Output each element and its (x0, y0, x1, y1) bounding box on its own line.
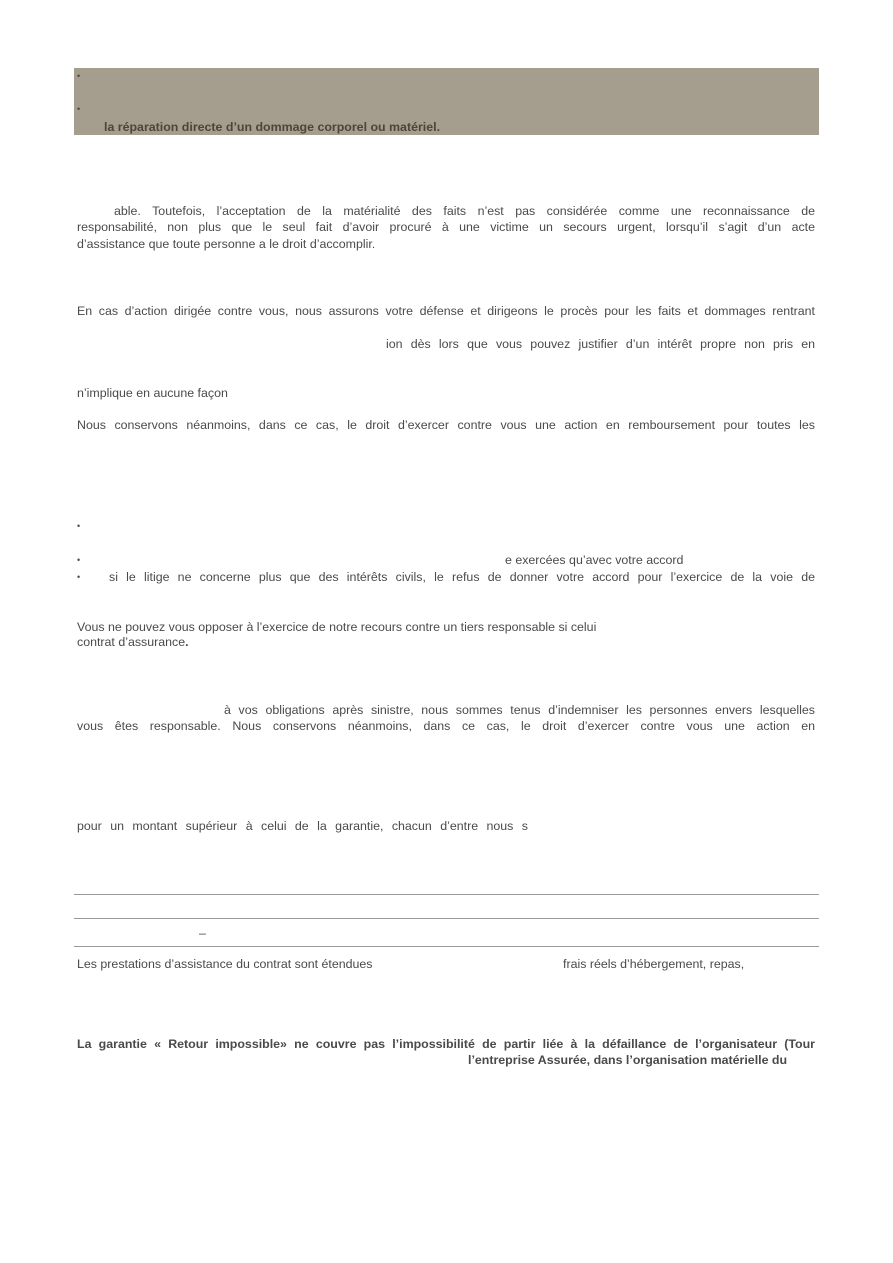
table-rule-1 (74, 894, 819, 895)
header-box-text: la réparation directe d’un dommage corporel ou matériel. (104, 120, 441, 134)
assistance-line-1a: Les prestations d’assistance du contrat sont étendues (77, 957, 373, 971)
defense-line-2: ion dès lors que vous pouvez justifier d’un intérêt propre non pris en (386, 337, 815, 351)
assistance-line-1b: frais réels d’hébergement, repas, (563, 957, 745, 971)
defense-line-3: n’implique en aucune façon (77, 386, 228, 400)
recours-bullet-2: • (77, 555, 81, 565)
acceptance-line-3: d’assistance que toute personne a le droit d’accomplir. (77, 237, 376, 251)
recours-bullet-3: • (77, 572, 81, 582)
recours-item-2: e exercées qu’avec votre accord (505, 553, 684, 567)
defense-line-1: En cas d’action dirigée contre vous, nous assurons votre défense et dirigeons le procès pour les faits et dommages rentrant (77, 304, 815, 318)
recours-bullet-1: • (77, 521, 81, 531)
acceptance-line-1: able. Toutefois, l’acceptation de la matérialité des faits n’est pas considérée comme une reconnaissance de (114, 204, 815, 218)
table-dash: – (199, 926, 206, 940)
table-rule-2 (74, 918, 819, 919)
obligations-line-1: à vos obligations après sinistre, nous sommes tenus d’indemniser les personnes envers lesquelles (224, 703, 815, 717)
header-bullet-2: • (77, 104, 81, 114)
retour-line-2: l’entreprise Assurée, dans l’organisation matérielle du (468, 1053, 788, 1067)
table-rule-3 (74, 946, 819, 947)
tiers-line-2 (77, 635, 189, 650)
retour-line-1: La garantie « Retour impossible» ne couvre pas l’impossibilité de partir liée à la défaillance de l’organisateur (Tour (77, 1037, 815, 1051)
acceptance-line-2: responsabilité, non plus que le seul fait d’avoir procuré à une victime un secours urgent, lorsqu’il s’agit d’un acte (77, 220, 815, 234)
header-bullet-1: • (77, 71, 81, 81)
remboursement-line-1: Nous conservons néanmoins, dans ce cas, le droit d’exercer contre vous une action en remboursement pour toutes les (77, 418, 815, 432)
montant-line-1: pour un montant supérieur à celui de la garantie, chacun d’entre nous s (77, 819, 528, 833)
recours-item-3: si le litige ne concerne plus que des intérêts civils, le refus de donner votre accord pour l’exercice de la voie de (109, 570, 815, 584)
tiers-line-1: Vous ne pouvez vous opposer à l’exercice de notre recours contre un tiers responsable si celui (77, 620, 597, 634)
tiers-line-2-period: . (185, 635, 189, 649)
obligations-line-2: vous êtes responsable. Nous conservons néanmoins, dans ce cas, le droit d’exercer contre vous une action en (77, 719, 815, 733)
tiers-line-2-text: contrat d’assurance (77, 635, 186, 649)
